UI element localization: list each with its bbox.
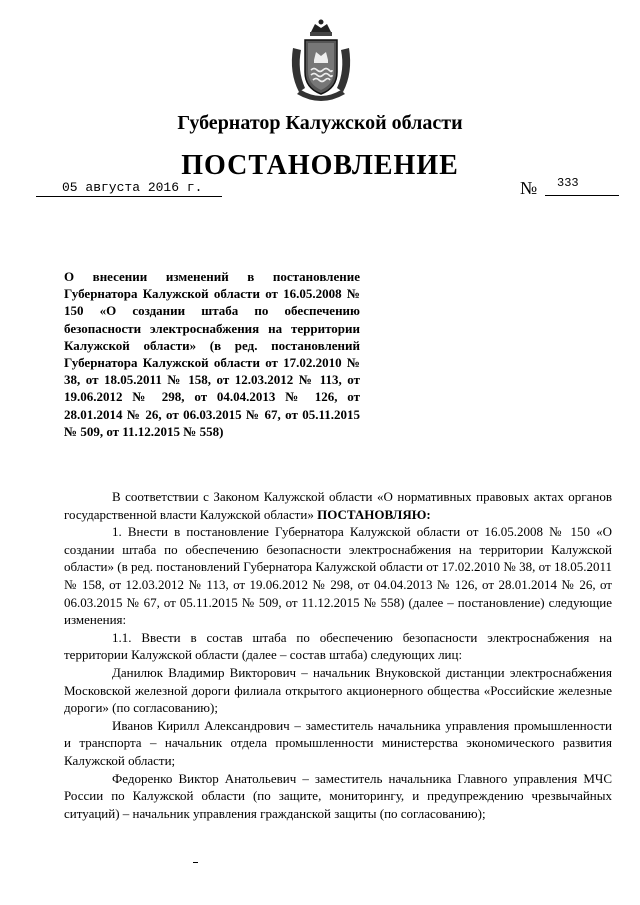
document-number: 333 — [545, 176, 619, 196]
paragraph-fedorenko: Федоренко Виктор Анатольевич – заместитель начальника Главного управления МЧС России по Калужской области (по защите, мониторингу, и предупреждению чрезвычайных ситуаций) – начальник управления гражданской защиты (по согласованию); — [64, 770, 612, 821]
coat-of-arms-emblem — [285, 18, 357, 104]
number-sign: № — [520, 178, 538, 198]
paragraph-1: 1. Внести в постановление Губернатора Калужской области от 16.05.2008 № 150 «О создании штаба по обеспечению безопасности электроснабжения на территории Калужской области» (в ред. постановлений Губернатора Калужской области от 17.02.2010 № 38, от 18.05.2011 № 158, от 12.03.2012 № 113, от 19.06.2012 № 298, от 04.04.2013 № 126, от 28.01.2014 № 26, от 06.03.2015 № 67, от 05.11.2015 № 509, от 11.12.2015 № 558) (далее – постановление) следующие изменения: — [64, 524, 612, 628]
document-type-title: ПОСТАНОВЛЕНИЕ — [181, 150, 459, 181]
preamble-resolution: ПОСТАНОВЛЯЮ: — [317, 506, 431, 522]
document-subject: О внесении изменений в постановление Губернатора Калужской области от 16.05.2008 № 150 «О создании штаба по обеспечению безопасности электроснабжения на территории Калужской области» (в ред. постановлений Губернатора Калужской области от 17.02.2010 № 38, от 18.05.2011 № 158, от 12.03.2012 № 113, от 19.06.2012 № 298, от 04.04.2013 № 126, от 28.01.2014 № 26, от 06.03.2015 № 67, от 05.11.2015 № 509, от 11.12.2015 № 558) — [64, 269, 360, 439]
preamble-paragraph — [64, 488, 612, 523]
document-body — [64, 488, 612, 822]
paragraph-danilyuk: Данилюк Владимир Викторович – начальник Внуковской дистанции электроснабжения Московской железной дороги филиала открытого акционерного общества «Российские железные дороги» (по согласованию); — [64, 664, 612, 716]
scan-mark — [193, 862, 198, 863]
preamble-text: В соответствии с Законом Калужской области «О нормативных правовых актах органов государственной власти Калужской области» — [64, 489, 612, 522]
paragraph-1-1: 1.1. Ввести в состав штаба по обеспечению безопасности электроснабжения на территории Калужской области (далее – состав штаба) следующих лиц: — [64, 629, 612, 663]
document-date: 05 августа 2016 г. — [36, 180, 222, 197]
paragraph-ivanov: Иванов Кирилл Александрович – заместитель начальника управления промышленности и транспорта – начальник отдела промышленности министерства экономического развития Калужской области; — [64, 717, 612, 768]
issuing-authority: Губернатор Калужской области — [177, 112, 463, 134]
